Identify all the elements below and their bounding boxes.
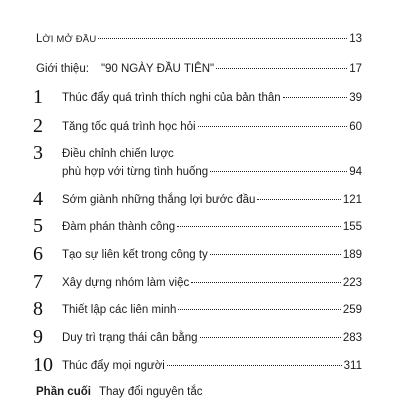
toc-entry-page: 223 bbox=[342, 277, 362, 289]
chapter-number: 10 bbox=[33, 354, 53, 376]
final-part-label: Phần cuối bbox=[36, 386, 91, 398]
dot-leader bbox=[210, 171, 347, 172]
toc-entry-page: 283 bbox=[342, 332, 362, 344]
toc-entry-page: 121 bbox=[342, 194, 362, 206]
toc-entry-intro bbox=[36, 62, 362, 76]
toc-entry-chapter-8 bbox=[33, 298, 362, 320]
dot-leader bbox=[178, 309, 340, 310]
toc-entry-page: 259 bbox=[342, 304, 362, 316]
dot-leader bbox=[216, 68, 347, 69]
toc-entry-page: 39 bbox=[349, 92, 362, 104]
chapter-number: 5 bbox=[33, 215, 43, 237]
dot-leader bbox=[283, 97, 348, 98]
toc-entry-title: Tăng tốc quá trình học hỏi bbox=[62, 121, 196, 133]
toc-entry-title: Duy trì trạng thái cân bằng bbox=[62, 332, 198, 344]
toc-entry-chapter-7 bbox=[33, 271, 362, 293]
intro-label: Giới thiệu: bbox=[36, 63, 89, 75]
toc-entry-chapter-1 bbox=[33, 86, 362, 108]
toc-entry-page: 17 bbox=[349, 63, 362, 75]
toc-entry-chapter-3-line1: Điều chỉnh chiến lược bbox=[62, 148, 174, 160]
toc-entry-chapter-10 bbox=[33, 354, 362, 376]
dot-leader bbox=[198, 126, 348, 127]
dot-leader bbox=[200, 337, 341, 338]
chapter-number: 2 bbox=[33, 115, 43, 137]
toc-entry-title: Đàm phán thành công bbox=[62, 221, 176, 233]
chapter-number: 3 bbox=[33, 142, 43, 164]
toc-entry-title: Sớm giành những thắng lợi bước đầu bbox=[62, 194, 256, 206]
dot-leader bbox=[191, 282, 341, 283]
dot-leader bbox=[167, 365, 342, 366]
toc-entry-title: LỜI MỞ ĐẦU bbox=[36, 33, 97, 45]
toc-entry-title: Thúc đẩy mọi người bbox=[62, 360, 165, 372]
toc-entry-chapter-4 bbox=[33, 188, 362, 210]
intro-title: "90 NGÀY ĐẦU TIÊN" bbox=[100, 63, 215, 75]
toc-entry-chapter-9 bbox=[33, 326, 362, 348]
dot-leader bbox=[177, 226, 341, 227]
toc-entry-page: 60 bbox=[349, 121, 362, 133]
toc-entry-title bbox=[36, 62, 214, 76]
final-part-title: Thay đổi nguyên tắc bbox=[98, 386, 203, 398]
toc-entry-chapter-6 bbox=[33, 243, 362, 265]
toc-entry-page: 189 bbox=[342, 249, 362, 261]
toc-entry-page: 94 bbox=[349, 166, 362, 178]
chapter-number: 4 bbox=[33, 188, 43, 210]
toc-entry-chapter-2 bbox=[33, 115, 362, 137]
toc-entry-title: Thúc đẩy quá trình thích nghi của bản thân bbox=[62, 92, 281, 104]
toc-entry-page: 311 bbox=[343, 360, 362, 372]
chapter-number: 8 bbox=[33, 298, 43, 320]
chapter-number: 6 bbox=[33, 243, 43, 265]
toc-entry-preface bbox=[36, 32, 362, 47]
chapter-number: 7 bbox=[33, 271, 43, 293]
dot-leader bbox=[257, 199, 340, 200]
toc-entry-final bbox=[36, 385, 203, 399]
chapter-number: 9 bbox=[33, 326, 43, 348]
toc-entry-chapter-5 bbox=[33, 215, 362, 237]
dot-leader bbox=[210, 254, 341, 255]
toc-entry-title: Tạo sự liên kết trong công ty bbox=[62, 249, 208, 261]
toc-entry-page: 155 bbox=[342, 221, 362, 233]
toc-entry-title: Thiết lập các liên minh bbox=[62, 304, 177, 316]
dot-leader bbox=[98, 38, 347, 39]
toc-entry-title: phù hợp với từng tình huống bbox=[62, 166, 209, 178]
chapter-number: 1 bbox=[33, 86, 43, 108]
toc-entry-title: Xây dựng nhóm làm việc bbox=[62, 277, 190, 289]
toc-entry-page: 13 bbox=[349, 33, 362, 45]
